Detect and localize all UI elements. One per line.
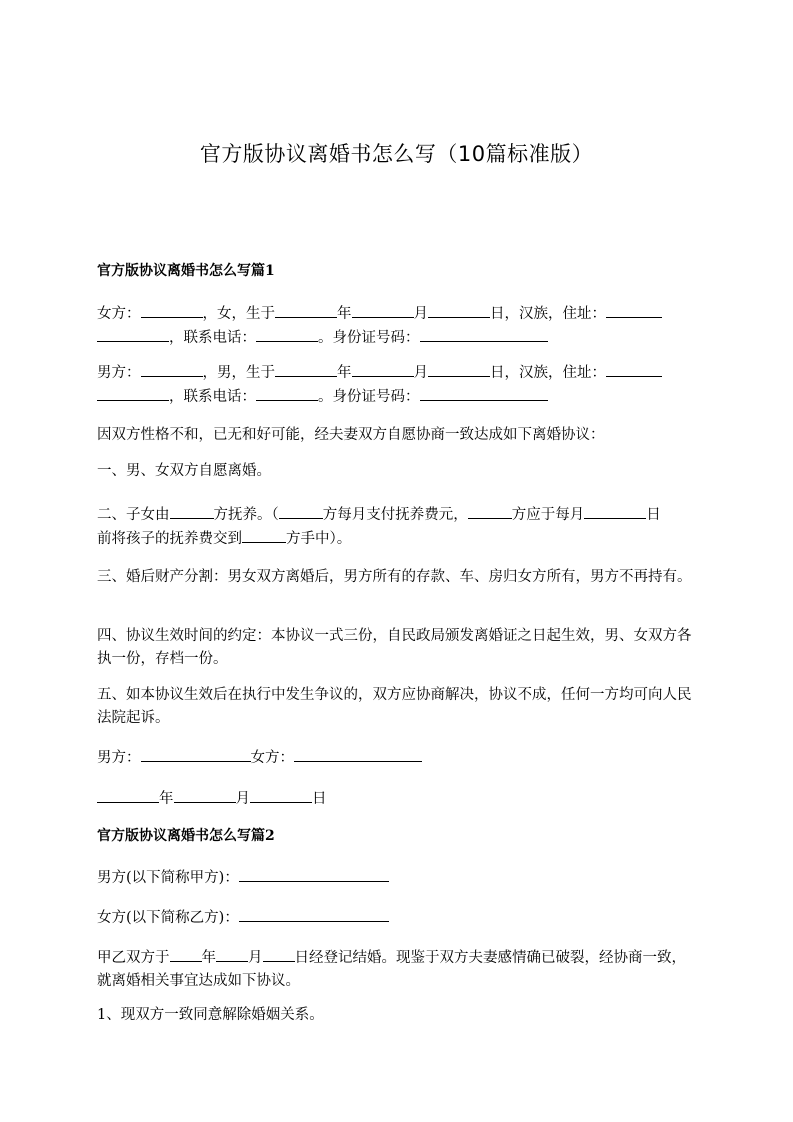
blank-party-b bbox=[239, 906, 389, 922]
male-sign-label: 男方： bbox=[97, 750, 141, 766]
blank-marriage-month bbox=[216, 946, 248, 962]
text-fragment: 日经登记结婚。现鉴于双方夫妻感情确已破裂，经协商一致，就离婚相关事宜达成如下协议。 bbox=[97, 950, 686, 989]
party-a-line bbox=[97, 866, 697, 890]
text-fragment: 日，汉族，住址： bbox=[490, 306, 606, 322]
clause-3: 三、婚后财产分割：男女双方离婚后，男方所有的存款、车、房归女方所有，男方不再持有。 bbox=[97, 569, 692, 585]
blank-custodian bbox=[170, 503, 214, 519]
blank-birth-year bbox=[275, 361, 337, 377]
text-fragment: ，联系电话： bbox=[169, 389, 256, 405]
blank-birth-day bbox=[428, 302, 490, 318]
text-fragment: 日 bbox=[646, 507, 661, 523]
blank-name bbox=[141, 302, 203, 318]
blank-female-signature bbox=[294, 746, 422, 762]
text-fragment: 甲乙双方于 bbox=[97, 950, 170, 966]
blank-phone bbox=[256, 385, 318, 401]
item-1: 1、现双方一致同意解除婚姻关系。 bbox=[97, 1007, 324, 1023]
text-fragment: ，女，生于 bbox=[202, 306, 275, 322]
clause-2 bbox=[97, 503, 697, 551]
text-fragment: 月 bbox=[413, 365, 428, 381]
text-fragment: 方应于每月 bbox=[511, 507, 585, 523]
text-fragment: 。身份证号码： bbox=[318, 330, 420, 346]
text-fragment: 年 bbox=[201, 950, 216, 966]
text-fragment: 日 bbox=[312, 791, 327, 807]
text-fragment: 月 bbox=[235, 791, 250, 807]
blank-year bbox=[97, 787, 159, 803]
blank-payer bbox=[279, 503, 323, 519]
blank-payer-2 bbox=[468, 503, 512, 519]
blank-party-a bbox=[239, 866, 389, 882]
section-1-heading: 官方版协议离婚书怎么写篇1 bbox=[97, 263, 275, 279]
blank-recipient bbox=[242, 527, 286, 543]
blank-male-signature bbox=[141, 746, 251, 762]
text-fragment: 。身份证号码： bbox=[318, 389, 420, 405]
blank-marriage-day bbox=[263, 946, 295, 962]
blank-address bbox=[606, 361, 662, 377]
blank-month bbox=[174, 787, 236, 803]
blank-birth-year bbox=[275, 302, 337, 318]
document-title: 官方版协议离婚书怎么写（10篇标准版） bbox=[199, 142, 594, 166]
clause-5: 五、如本协议生效后在执行中发生争议的，双方应协商解决，协议不成，任何一方均可向人民法院起诉。 bbox=[97, 687, 692, 726]
male-info-paragraph bbox=[97, 361, 697, 409]
blank-birth-month bbox=[352, 302, 414, 318]
blank-id-number bbox=[420, 326, 548, 342]
text-fragment: 月 bbox=[413, 306, 428, 322]
text-fragment: 方每月支付抚养费元， bbox=[322, 507, 468, 523]
party-b-line bbox=[97, 906, 697, 930]
blank-address-cont bbox=[97, 385, 169, 401]
marriage-paragraph bbox=[97, 946, 697, 993]
blank-pay-day bbox=[584, 503, 646, 519]
female-info-paragraph bbox=[97, 302, 697, 350]
party-a-label: 男方(以下简称甲方)： bbox=[97, 870, 239, 886]
male-label: 男方： bbox=[97, 365, 141, 381]
text-fragment: 日，汉族，住址： bbox=[490, 365, 606, 381]
text-fragment: 年 bbox=[159, 791, 174, 807]
clause-4: 四、协议生效时间的约定：本协议一式三份，自民政局颁发离婚证之日起生效，男、女双方各执一份，存档一份。 bbox=[97, 628, 692, 667]
text-fragment: ，男，生于 bbox=[202, 365, 275, 381]
blank-id-number bbox=[420, 385, 548, 401]
intro-paragraph: 因双方性格不和，已无和好可能，经夫妻双方自愿协商一致达成如下离婚协议： bbox=[97, 427, 605, 443]
signature-line bbox=[97, 746, 697, 770]
blank-name bbox=[141, 361, 203, 377]
blank-phone bbox=[256, 326, 318, 342]
text-fragment: 方手中）。 bbox=[286, 531, 352, 547]
party-b-label: 女方(以下简称乙方)： bbox=[97, 910, 239, 926]
text-fragment: 年 bbox=[337, 306, 352, 322]
text-fragment: 方抚养。（ bbox=[213, 507, 279, 523]
female-sign-label: 女方： bbox=[250, 750, 294, 766]
blank-marriage-year bbox=[170, 946, 202, 962]
clause-1: 一、男、女双方自愿离婚。 bbox=[97, 463, 271, 479]
text-fragment: 前将孩子的抚养费交到 bbox=[97, 531, 242, 547]
blank-birth-day bbox=[428, 361, 490, 377]
section-2-heading: 官方版协议离婚书怎么写篇2 bbox=[97, 828, 275, 844]
text-fragment: 月 bbox=[248, 950, 263, 966]
blank-birth-month bbox=[352, 361, 414, 377]
blank-day bbox=[250, 787, 312, 803]
text-fragment: 年 bbox=[337, 365, 352, 381]
text-fragment: 二、子女由 bbox=[97, 507, 170, 523]
date-line bbox=[97, 787, 697, 811]
blank-address bbox=[606, 302, 662, 318]
text-fragment: ，联系电话： bbox=[169, 330, 256, 346]
female-label: 女方： bbox=[97, 306, 141, 322]
blank-address-cont bbox=[97, 326, 169, 342]
